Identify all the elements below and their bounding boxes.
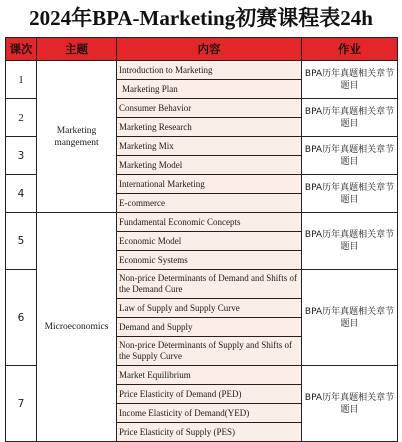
lesson-number: 1 — [6, 61, 37, 99]
lesson-number: 5 — [6, 213, 37, 270]
lesson-number: 7 — [6, 366, 37, 442]
header-theme: 主题 — [37, 38, 117, 61]
content-item: Introduction to Marketing — [117, 61, 302, 80]
content-item: E-commerce — [117, 194, 302, 213]
homework-cell: BPA历年真题相关章节题目 — [302, 175, 398, 213]
content-item: International Marketing — [117, 175, 302, 194]
homework-cell: BPA历年真题相关章节题目 — [302, 137, 398, 175]
content-item: Market Equilibrium — [117, 366, 302, 385]
lesson-number: 6 — [6, 270, 37, 366]
content-item: Price Elasticity of Demand (PED) — [117, 385, 302, 404]
lesson-number: 4 — [6, 175, 37, 213]
content-item: Income Elasticity of Demand(YED) — [117, 404, 302, 423]
theme-cell: Marketing mangement — [37, 61, 117, 213]
content-item: Economic Model — [117, 232, 302, 251]
page-title: 2024年BPA-Marketing初赛课程表24h — [29, 6, 373, 30]
content-item: Fundamental Economic Concepts — [117, 213, 302, 232]
table-row — [6, 213, 398, 232]
header-lesson: 课次 — [6, 38, 37, 61]
content-item: Non-price Determinants of Demand and Shifts of the Demand Cure — [117, 270, 302, 299]
content-item: Demand and Supply — [117, 318, 302, 337]
content-item: Consumer Behavior — [117, 99, 302, 118]
schedule-table — [5, 37, 398, 442]
homework-cell: BPA历年真题相关章节题目 — [302, 213, 398, 270]
content-item: Marketing Plan — [117, 80, 302, 99]
homework-cell: BPA历年真题相关章节题目 — [302, 61, 398, 99]
content-item: Non-price Determinants of Supply and Shifts of the Supply Curve — [117, 337, 302, 366]
homework-cell: BPA历年真题相关章节题目 — [302, 366, 398, 442]
content-item: Marketing Research — [117, 118, 302, 137]
homework-cell: BPA历年真题相关章节题目 — [302, 270, 398, 366]
header-content: 内容 — [117, 38, 302, 61]
lesson-number: 2 — [6, 99, 37, 137]
content-item: Price Elasticity of Supply (PES) — [117, 423, 302, 442]
content-item: Law of Supply and Supply Curve — [117, 299, 302, 318]
table-row — [6, 61, 398, 80]
homework-cell: BPA历年真题相关章节题目 — [302, 99, 398, 137]
theme-cell: Microeconomics — [37, 213, 117, 442]
content-item: Economic Systems — [117, 251, 302, 270]
header-row — [6, 38, 398, 61]
content-item: Marketing Model — [117, 156, 302, 175]
lesson-number: 3 — [6, 137, 37, 175]
header-homework: 作业 — [302, 38, 398, 61]
content-item: Marketing Mix — [117, 137, 302, 156]
